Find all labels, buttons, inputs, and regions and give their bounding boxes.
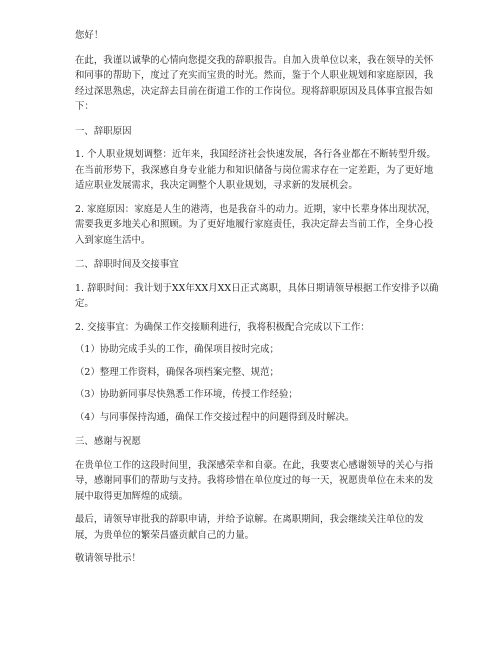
handover-subitem-4: （4）与同事保持沟通，确保工作交接过程中的问题得到及时解决。	[75, 411, 355, 423]
handover-subitem-3: （3）协助新同事尽快熟悉工作环境，传授工作经验；	[75, 389, 298, 400]
closing-line: 敬请领导批示！	[75, 553, 141, 564]
reason-item-family: 2. 家庭原因：家庭是人生的港湾，也是我奋斗的动力。近期，家中长辈身体出现状况，需要我更多地关心和照顾。为了更好地履行家庭责任，我决定辞去当前工作，全身心投入到家庭生活中。	[75, 203, 436, 246]
handover-subitem-2: （2）整理工作资料，确保各项档案完整、规范；	[75, 366, 279, 378]
intro-paragraph: 在此，我谨以诚挚的心情向您提交我的辞职报告。自加入贵单位以来，我在领导的关怀和同事的帮助下，度过了充实而宝贵的时光。然而，鉴于个人职业规划和家庭原因，我经过深思熟虑，决定辞去目前在街道工作的工作岗位。现将辞职原因及具体事宜报告如下：	[75, 54, 434, 112]
handover-item-tasks: 2. 交接事宜：为确保工作交接顺利进行，我将积极配合完成以下工作：	[75, 321, 370, 333]
handover-subitem-1: （1）协助完成手头的工作，确保项目按时完成；	[75, 344, 279, 355]
handover-item-time: 1. 辞职时间：我计划于XX年XX月XX日正式离职，具体日期请领导根据工作安排予以确定。	[75, 282, 439, 309]
section-heading-thanks: 三、感谢与祝愿	[75, 436, 141, 447]
greeting: 您好！	[75, 30, 104, 41]
reason-item-career: 1. 个人职业规划调整：近年来，我国经济社会快速发展，各行各业都在不断转型升级。在当前形势下，我深感自身专业能力和知识储备与岗位需求存在一定差距，为了更好地适应职业发展需求，我决定调整个人职业规划，寻求新的发展机会。	[75, 149, 436, 191]
final-request-paragraph: 最后，请领导审批我的辞职申请，并给予谅解。在离职期间，我会继续关注单位的发展，为贵单位的繁荣昌盛贡献自己的力量。	[75, 514, 424, 541]
thanks-paragraph: 在贵单位工作的这段时间里，我深感荣幸和自豪。在此，我要衷心感谢领导的关心与指导，感谢同事们的帮助与支持。我将珍惜在单位度过的每一天，祝愿贵单位在未来的发展中取得更加辉煌的成绩。	[75, 459, 434, 502]
section-heading-reasons: 一、辞职原因	[75, 125, 132, 137]
section-heading-handover: 二、辞职时间及交接事宜	[75, 259, 179, 270]
letter-body	[75, 28, 440, 567]
